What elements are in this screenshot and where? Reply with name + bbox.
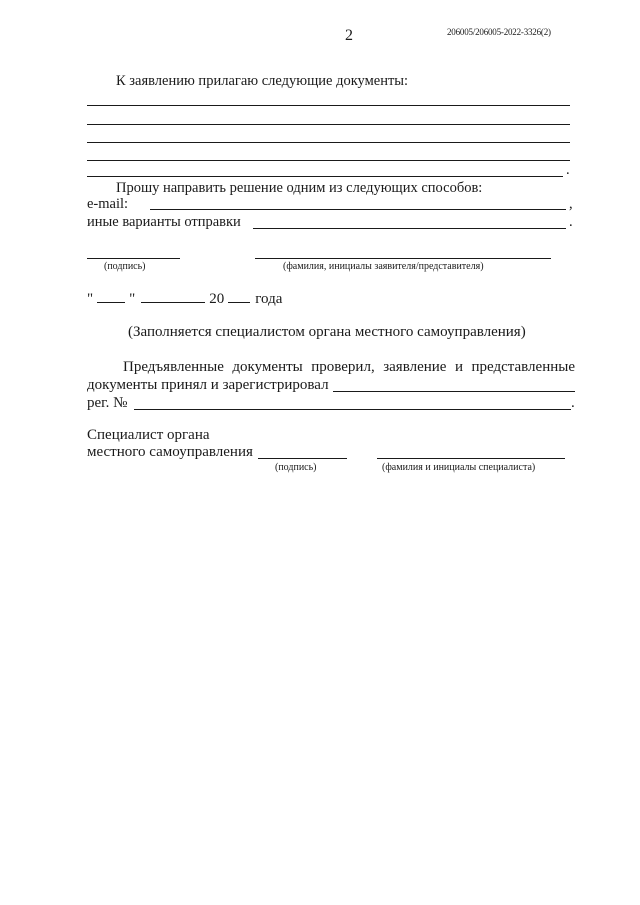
year-prefix: 20 [209, 291, 225, 307]
verification-paragraph-line-2: документы принял и зарегистрировал [87, 377, 329, 393]
attachment-line-2 [87, 124, 570, 125]
page-number: 2 [345, 27, 353, 44]
attachments-heading: К заявлению прилагаю следующие документы: [116, 73, 409, 89]
applicant-name-line [255, 258, 551, 259]
specialist-label-line-2: местного самоуправления [87, 444, 253, 460]
verification-paragraph-line-1: Предъявленные документы проверил, заявление и представленные [123, 359, 575, 375]
email-field-line [150, 209, 566, 210]
year-suffix: года [255, 291, 283, 307]
other-delivery-end: . [569, 214, 573, 230]
specialist-signature-caption: (подпись) [275, 462, 317, 473]
email-line-end: , [569, 196, 573, 212]
delivery-request-text: Прошу направить решение одним из следующих способов: [116, 180, 483, 196]
specialist-label-line-1: Специалист органа [87, 427, 210, 443]
attachment-line-1 [87, 105, 570, 106]
reg-number-field-line [134, 409, 571, 410]
specialist-name-line [377, 458, 565, 459]
applicant-signature-caption: (подпись) [104, 261, 146, 272]
day-field-line [97, 290, 125, 303]
applicant-name-caption: (фамилия, инициалы заявителя/представителя) [283, 261, 484, 272]
date-close-quote: " [129, 291, 136, 307]
date-line [87, 290, 282, 308]
attachment-line-3 [87, 142, 570, 143]
other-delivery-field-line [253, 228, 566, 229]
reg-number-end: . [571, 395, 575, 411]
date-open-quote: " [87, 291, 94, 307]
reg-number-label: рег. № [87, 395, 128, 411]
registrar-field-line [333, 391, 575, 392]
month-field-line [141, 290, 205, 303]
other-delivery-label: иные варианты отправки [87, 214, 241, 230]
document-id: 206005/206005-2022-3326(2) [447, 27, 551, 37]
applicant-signature-line [87, 258, 180, 259]
attachment-line-5 [87, 176, 563, 177]
email-label: e-mail: [87, 196, 129, 212]
attachments-end-period: . [566, 162, 570, 178]
specialist-signature-line [258, 458, 347, 459]
year-field-line [228, 290, 250, 303]
attachment-line-4 [87, 160, 570, 161]
specialist-section-heading: (Заполняется специалистом органа местного самоуправления) [128, 324, 526, 340]
specialist-name-caption: (фамилия и инициалы специалиста) [382, 462, 536, 473]
